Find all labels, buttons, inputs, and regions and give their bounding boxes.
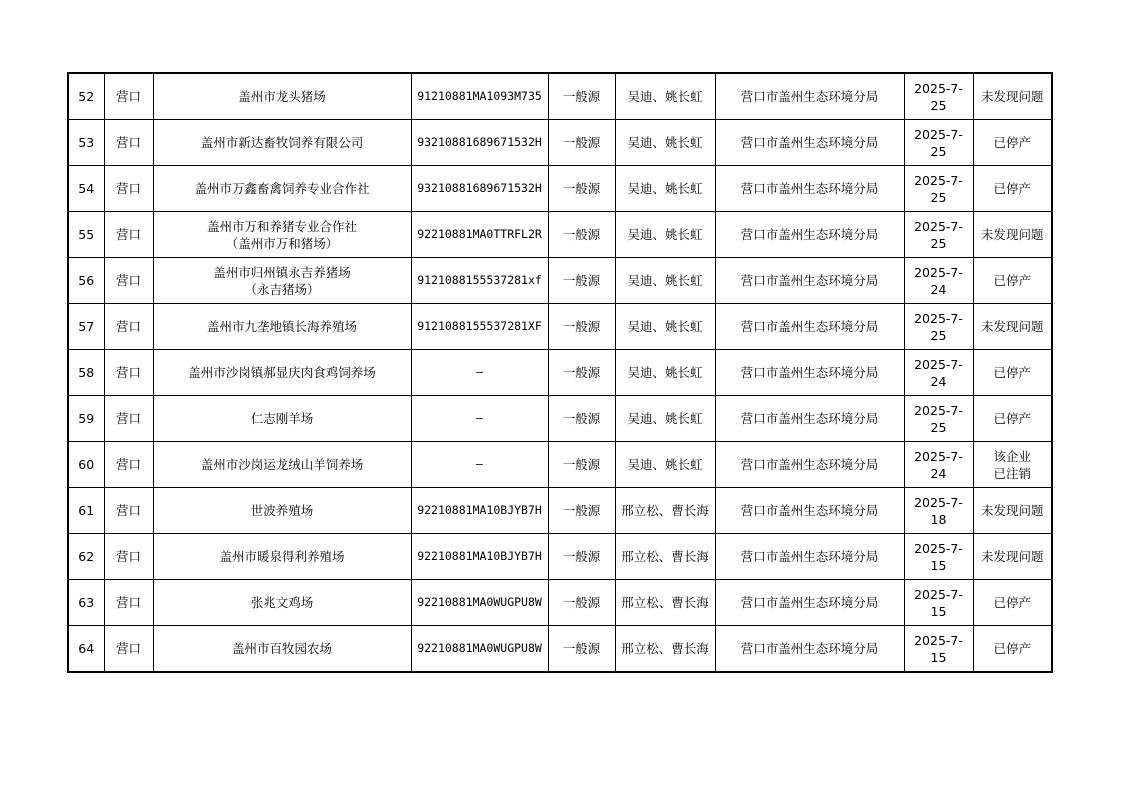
city-cell: 营口 — [104, 350, 153, 396]
agency-cell: 营口市盖州生态环境分局 — [715, 396, 904, 442]
result-cell — [973, 626, 1052, 673]
result-cell — [973, 580, 1052, 626]
inspection-date-cell: 2025-7-15 — [904, 626, 973, 673]
facility-name-cell — [153, 396, 411, 442]
credit-code-cell: 92210881MA0TTRFL2R — [411, 212, 548, 258]
source-type-cell: 一般源 — [548, 580, 615, 626]
inspection-table — [67, 72, 1053, 673]
row-number-cell: 61 — [68, 488, 104, 534]
result-cell — [973, 212, 1052, 258]
result-cell — [973, 350, 1052, 396]
table-row — [68, 73, 1052, 120]
table-row — [68, 580, 1052, 626]
facility-name-cell — [153, 73, 411, 120]
inspection-date-cell: 2025-7-24 — [904, 258, 973, 304]
city-cell: 营口 — [104, 580, 153, 626]
facility-name-line: 盖州市九垄地镇长海养殖场 — [206, 319, 357, 334]
facility-name-cell — [153, 304, 411, 350]
result-line: 未发现问题 — [980, 503, 1044, 518]
source-type-cell: 一般源 — [548, 626, 615, 673]
city-cell: 营口 — [104, 166, 153, 212]
facility-name-cell — [153, 350, 411, 396]
city-cell: 营口 — [104, 304, 153, 350]
row-number-cell: 60 — [68, 442, 104, 488]
result-line: 已停产 — [993, 641, 1031, 656]
result-line: 已停产 — [993, 595, 1031, 610]
agency-cell: 营口市盖州生态环境分局 — [715, 120, 904, 166]
inspection-date-cell: 2025-7-25 — [904, 73, 973, 120]
source-type-cell: 一般源 — [548, 442, 615, 488]
inspectors-cell: 吴迪、姚长虹 — [615, 304, 715, 350]
inspectors-cell: 邢立松、曹长海 — [615, 626, 715, 673]
source-type-cell: 一般源 — [548, 120, 615, 166]
facility-name-cell — [153, 580, 411, 626]
inspectors-cell: 吴迪、姚长虹 — [615, 212, 715, 258]
row-number-cell: 62 — [68, 534, 104, 580]
table-row — [68, 212, 1052, 258]
agency-cell: 营口市盖州生态环境分局 — [715, 626, 904, 673]
result-line: 已停产 — [993, 411, 1031, 426]
result-line: 已注销 — [993, 465, 1031, 481]
credit-code-cell: — — [411, 350, 548, 396]
facility-name-line: 世波养殖场 — [250, 503, 314, 518]
facility-name-line: （永吉猪场） — [244, 281, 320, 297]
facility-name-line: 盖州市万和养猪专业合作社 — [206, 218, 357, 234]
facility-name-cell — [153, 166, 411, 212]
inspection-date-cell: 2025-7-25 — [904, 212, 973, 258]
agency-cell: 营口市盖州生态环境分局 — [715, 73, 904, 120]
agency-cell: 营口市盖州生态环境分局 — [715, 212, 904, 258]
inspectors-cell: 吴迪、姚长虹 — [615, 120, 715, 166]
inspection-date-cell: 2025-7-25 — [904, 120, 973, 166]
credit-code-cell: 93210881689671532H — [411, 166, 548, 212]
inspectors-cell: 吴迪、姚长虹 — [615, 73, 715, 120]
source-type-cell: 一般源 — [548, 73, 615, 120]
table-row — [68, 166, 1052, 212]
source-type-cell: 一般源 — [548, 534, 615, 580]
facility-name-cell — [153, 488, 411, 534]
source-type-cell: 一般源 — [548, 258, 615, 304]
facility-name-cell — [153, 534, 411, 580]
city-cell: 营口 — [104, 534, 153, 580]
result-cell — [973, 442, 1052, 488]
result-line: 该企业 — [993, 448, 1031, 464]
result-line: 未发现问题 — [980, 227, 1044, 242]
table-body — [68, 73, 1052, 672]
facility-name-line: 盖州市沙岗运龙绒山羊饲养场 — [200, 457, 364, 472]
result-cell — [973, 258, 1052, 304]
facility-name-cell — [153, 442, 411, 488]
row-number-cell: 54 — [68, 166, 104, 212]
row-number-cell: 52 — [68, 73, 104, 120]
facility-name-line: 仁志刚羊场 — [250, 411, 314, 426]
result-cell — [973, 396, 1052, 442]
credit-code-cell: — — [411, 396, 548, 442]
table-row — [68, 120, 1052, 166]
agency-cell: 营口市盖州生态环境分局 — [715, 166, 904, 212]
facility-name-line: 盖州市沙岗镇郝显庆肉食鸡饲养场 — [188, 365, 376, 380]
inspection-date-cell: 2025-7-25 — [904, 166, 973, 212]
agency-cell: 营口市盖州生态环境分局 — [715, 350, 904, 396]
facility-name-line: 盖州市暖泉得利养殖场 — [219, 549, 345, 564]
inspection-date-cell: 2025-7-25 — [904, 396, 973, 442]
table-row — [68, 396, 1052, 442]
table-row — [68, 534, 1052, 580]
inspectors-cell: 吴迪、姚长虹 — [615, 442, 715, 488]
city-cell: 营口 — [104, 396, 153, 442]
row-number-cell: 53 — [68, 120, 104, 166]
inspectors-cell: 邢立松、曹长海 — [615, 580, 715, 626]
facility-name-line: 盖州市归州镇永吉养猪场 — [213, 264, 351, 280]
table-row — [68, 442, 1052, 488]
inspectors-cell: 吴迪、姚长虹 — [615, 396, 715, 442]
row-number-cell: 56 — [68, 258, 104, 304]
agency-cell: 营口市盖州生态环境分局 — [715, 258, 904, 304]
row-number-cell: 64 — [68, 626, 104, 673]
result-line: 未发现问题 — [980, 549, 1044, 564]
inspection-date-cell: 2025-7-18 — [904, 488, 973, 534]
inspectors-cell: 邢立松、曹长海 — [615, 488, 715, 534]
facility-name-cell — [153, 626, 411, 673]
table-row — [68, 350, 1052, 396]
credit-code-cell: 92210881MA10BJYB7H — [411, 488, 548, 534]
row-number-cell: 57 — [68, 304, 104, 350]
facility-name-line: （盖州市万和猪场） — [225, 235, 339, 251]
inspection-date-cell: 2025-7-24 — [904, 442, 973, 488]
inspectors-cell: 吴迪、姚长虹 — [615, 258, 715, 304]
result-cell — [973, 120, 1052, 166]
row-number-cell: 55 — [68, 212, 104, 258]
city-cell: 营口 — [104, 442, 153, 488]
result-line: 未发现问题 — [980, 89, 1044, 104]
credit-code-cell: 92210881MA0WUGPU8W — [411, 580, 548, 626]
credit-code-cell: 91210881MA1093M735 — [411, 73, 548, 120]
facility-name-cell — [153, 120, 411, 166]
table-row — [68, 304, 1052, 350]
agency-cell: 营口市盖州生态环境分局 — [715, 304, 904, 350]
source-type-cell: 一般源 — [548, 212, 615, 258]
result-line: 已停产 — [993, 365, 1031, 380]
inspection-date-cell: 2025-7-15 — [904, 534, 973, 580]
source-type-cell: 一般源 — [548, 488, 615, 534]
source-type-cell: 一般源 — [548, 304, 615, 350]
agency-cell: 营口市盖州生态环境分局 — [715, 580, 904, 626]
city-cell: 营口 — [104, 73, 153, 120]
result-cell — [973, 73, 1052, 120]
inspectors-cell: 邢立松、曹长海 — [615, 534, 715, 580]
result-cell — [973, 534, 1052, 580]
row-number-cell: 59 — [68, 396, 104, 442]
row-number-cell: 63 — [68, 580, 104, 626]
table-row — [68, 258, 1052, 304]
credit-code-cell: 93210881689671532H — [411, 120, 548, 166]
result-line: 未发现问题 — [980, 319, 1044, 334]
city-cell: 营口 — [104, 626, 153, 673]
result-cell — [973, 304, 1052, 350]
city-cell: 营口 — [104, 258, 153, 304]
city-cell: 营口 — [104, 212, 153, 258]
source-type-cell: 一般源 — [548, 396, 615, 442]
facility-name-cell — [153, 212, 411, 258]
credit-code-cell: 9121088155537281xf — [411, 258, 548, 304]
result-cell — [973, 488, 1052, 534]
source-type-cell: 一般源 — [548, 166, 615, 212]
inspectors-cell: 吴迪、姚长虹 — [615, 350, 715, 396]
city-cell: 营口 — [104, 120, 153, 166]
result-line: 已停产 — [993, 273, 1031, 288]
credit-code-cell: 9121088155537281XF — [411, 304, 548, 350]
agency-cell: 营口市盖州生态环境分局 — [715, 488, 904, 534]
result-cell — [973, 166, 1052, 212]
facility-name-cell — [153, 258, 411, 304]
facility-name-line: 盖州市百牧园农场 — [231, 641, 332, 656]
inspectors-cell: 吴迪、姚长虹 — [615, 166, 715, 212]
inspection-date-cell: 2025-7-25 — [904, 304, 973, 350]
credit-code-cell: 92210881MA10BJYB7H — [411, 534, 548, 580]
agency-cell: 营口市盖州生态环境分局 — [715, 442, 904, 488]
credit-code-cell: 92210881MA0WUGPU8W — [411, 626, 548, 673]
facility-name-line: 盖州市龙头猪场 — [238, 89, 326, 104]
inspection-date-cell: 2025-7-15 — [904, 580, 973, 626]
facility-name-line: 张兆文鸡场 — [250, 595, 314, 610]
facility-name-line: 盖州市万鑫畜禽饲养专业合作社 — [194, 181, 370, 196]
inspection-date-cell: 2025-7-24 — [904, 350, 973, 396]
credit-code-cell: — — [411, 442, 548, 488]
facility-name-line: 盖州市新达畜牧饲养有限公司 — [200, 135, 364, 150]
table-row — [68, 488, 1052, 534]
row-number-cell: 58 — [68, 350, 104, 396]
result-line: 已停产 — [993, 181, 1031, 196]
agency-cell: 营口市盖州生态环境分局 — [715, 534, 904, 580]
city-cell: 营口 — [104, 488, 153, 534]
table-row — [68, 626, 1052, 673]
source-type-cell: 一般源 — [548, 350, 615, 396]
result-line: 已停产 — [993, 135, 1031, 150]
